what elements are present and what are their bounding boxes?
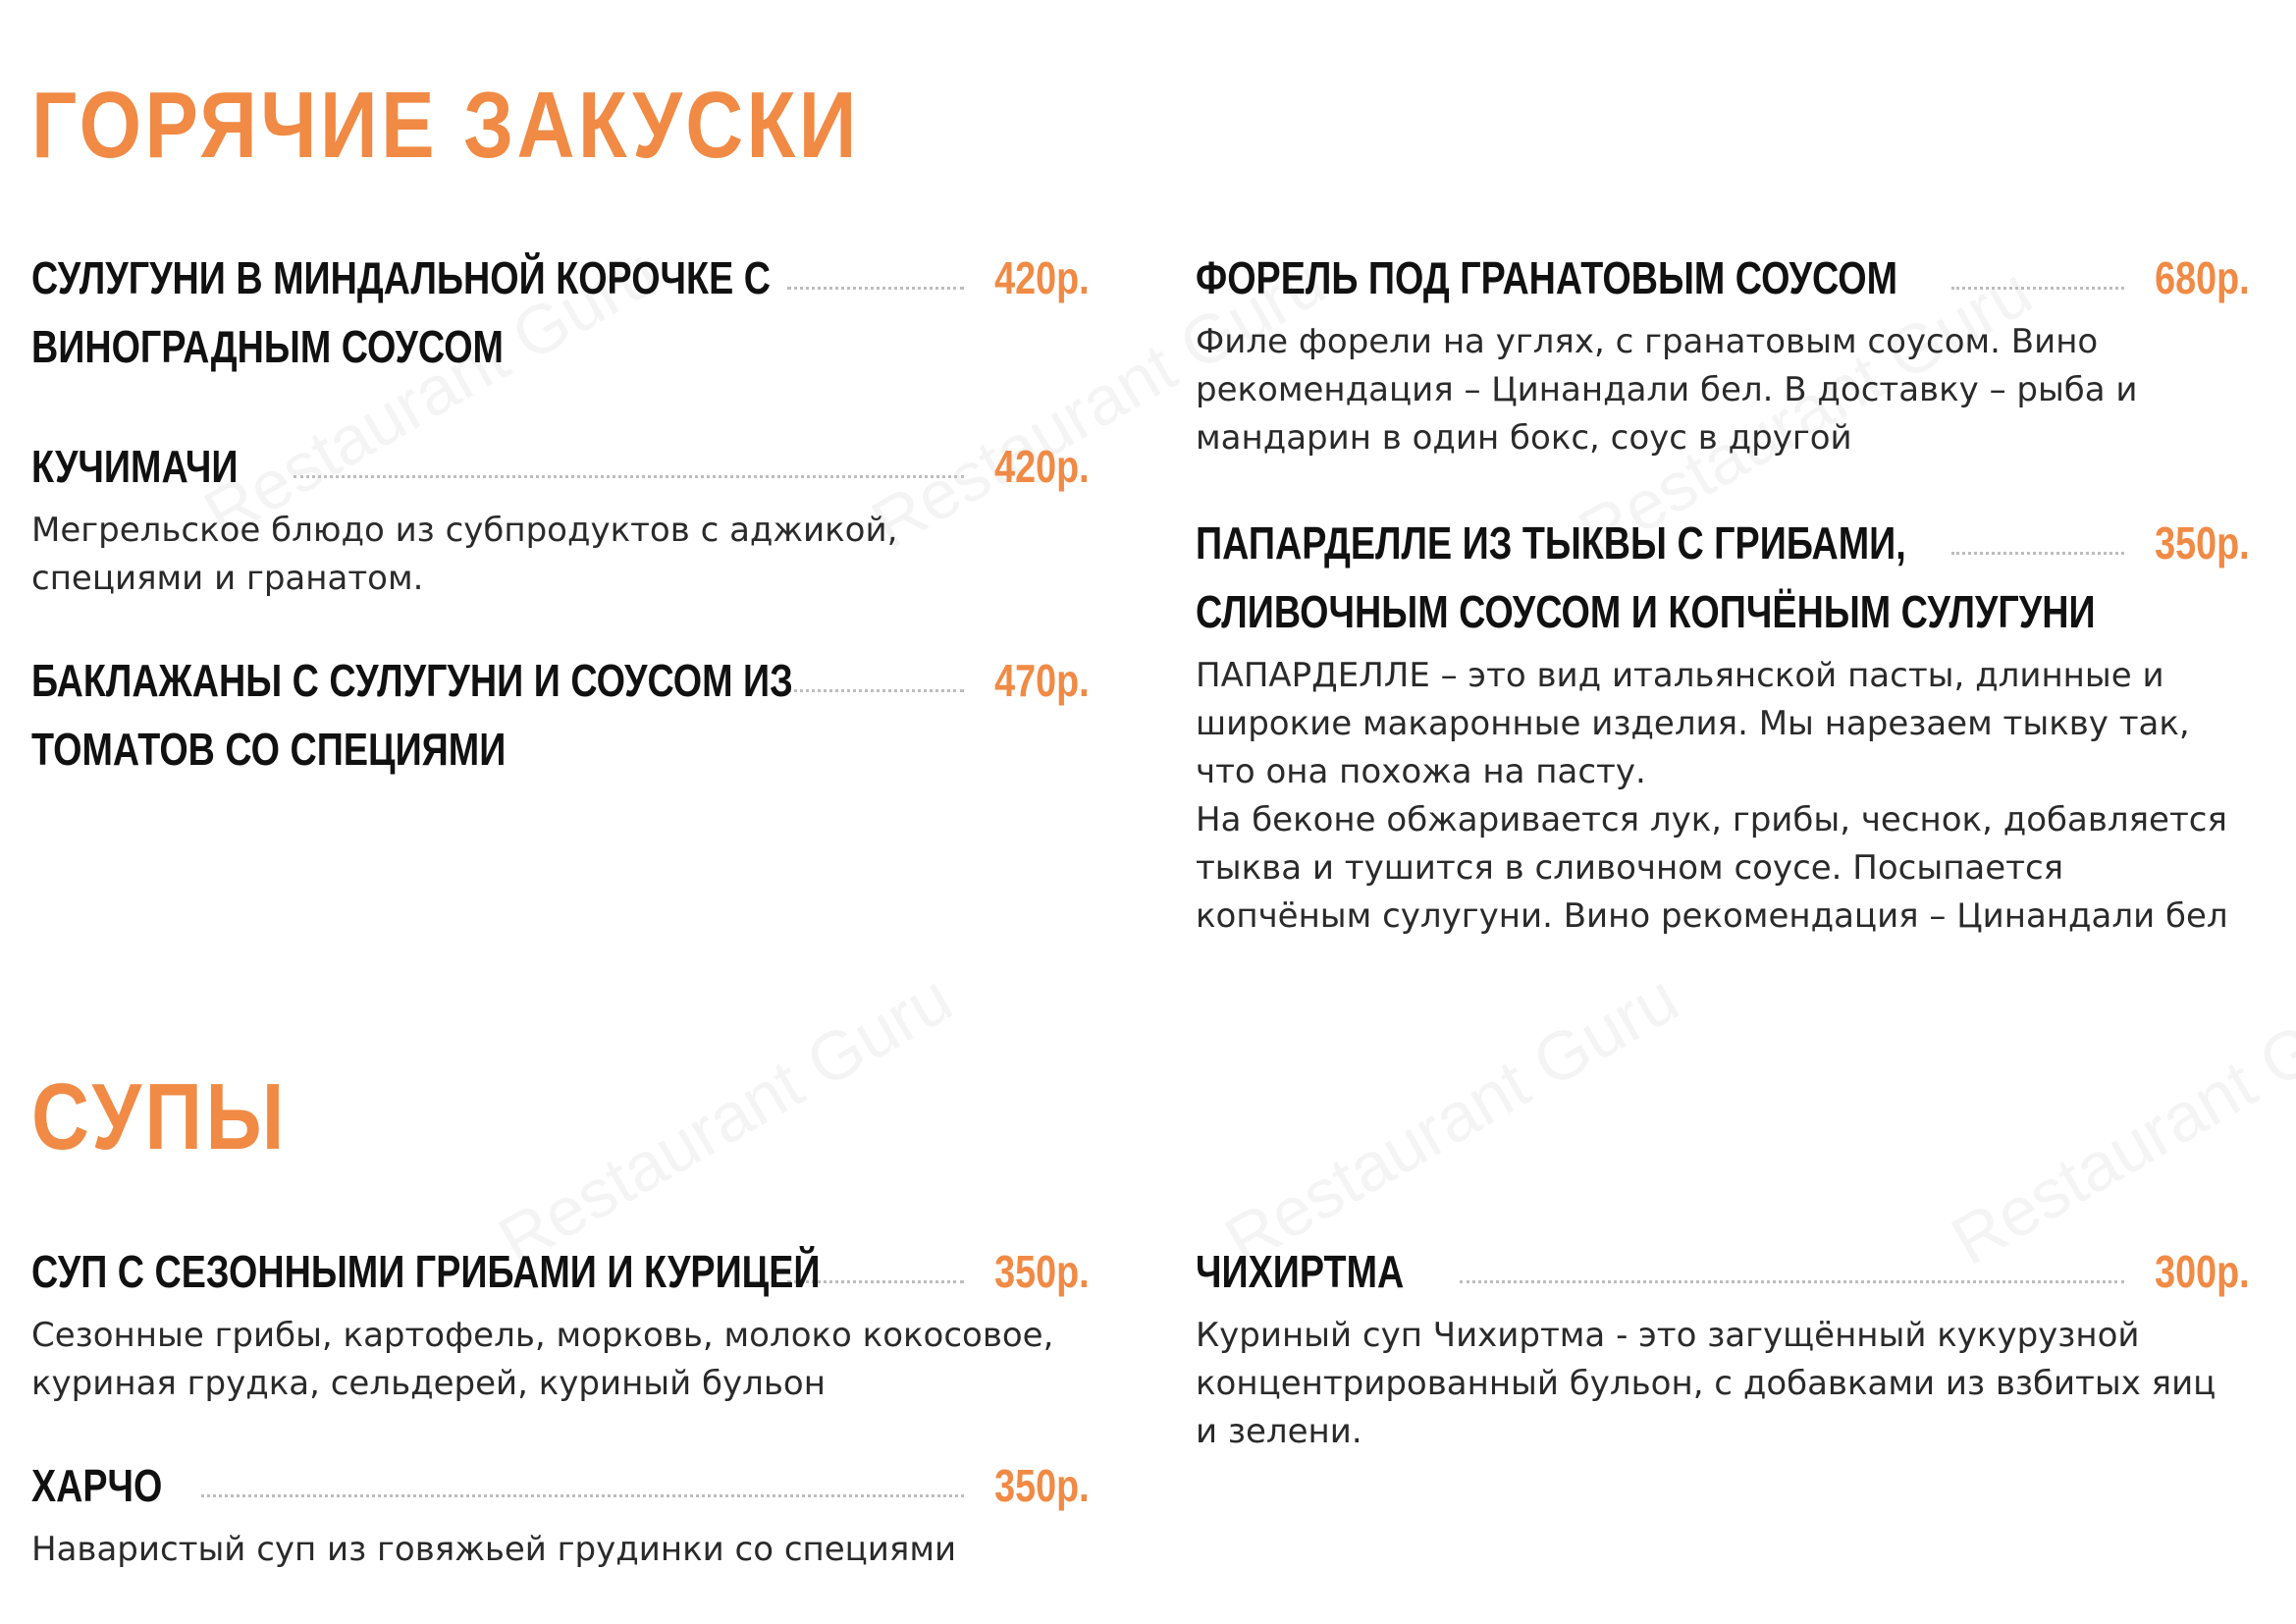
item-name: ПАПАРДЕЛЛЕ ИЗ ТЫКВЫ С ГРИБАМИ, xyxy=(1196,517,1906,568)
dotted-leader xyxy=(1951,509,2124,555)
item-description: Куриный суп Чихиртма - это загущённый кукурузной концентрированный бульон, с добавками из взбитых яиц и зелени. xyxy=(1196,1316,2216,1451)
item-name: СУП С СЕЗОННЫМИ ГРИБАМИ И КУРИЦЕЙ xyxy=(31,1246,821,1297)
dotted-leader xyxy=(1460,1237,2125,1283)
menu-item xyxy=(31,1237,1090,1408)
dotted-leader xyxy=(1951,244,2124,290)
section-title-soups: СУПЫ xyxy=(31,1064,288,1169)
item-description: Наваристый суп из говяжьей грудинки со специями xyxy=(31,1530,957,1569)
menu-item xyxy=(31,1451,1090,1574)
menu-item xyxy=(31,244,1090,381)
menu-item xyxy=(1196,509,2250,941)
item-name: ЧИХИРТМА xyxy=(1196,1246,1405,1297)
item-name: ФОРЕЛЬ ПОД ГРАНАТОВЫМ СОУСОМ xyxy=(1196,252,1898,303)
item-name: СУЛУГУНИ В МИНДАЛЬНОЙ КОРОЧКЕ С xyxy=(31,252,771,303)
item-price: 420р. xyxy=(994,252,1090,303)
menu-item xyxy=(31,432,1090,603)
menu-item xyxy=(31,646,1090,784)
item-name: БАКЛАЖАНЫ С СУЛУГУНИ И СОУСОМ ИЗ xyxy=(31,655,793,706)
dotted-leader xyxy=(787,646,964,692)
item-price: 350р. xyxy=(2155,517,2250,568)
item-description: Мегрельское блюдо из субпродуктов с аджикой, специями и гранатом. xyxy=(31,511,898,598)
item-price: 350р. xyxy=(994,1246,1090,1297)
item-price: 300р. xyxy=(2155,1246,2250,1297)
watermark xyxy=(1212,958,1691,1280)
item-name-line2: СЛИВОЧНЫМ СОУСОМ И КОПЧЁНЫМ СУЛУГУНИ xyxy=(1196,586,2096,637)
item-description-continued: На беконе обжаривается лук, грибы, чеснок, добавляется тыква и тушится в сливочном соусе. Посыпается копчёным сулугуни. Вино рекомендация – Цинандали бел xyxy=(1196,800,2228,936)
item-name: ХАРЧО xyxy=(31,1460,163,1511)
menu-item xyxy=(1196,244,2250,462)
dotted-leader xyxy=(201,1451,965,1497)
item-price: 470р. xyxy=(994,655,1090,706)
item-name-line2: ТОМАТОВ СО СПЕЦИЯМИ xyxy=(31,724,507,775)
item-description: Филе форели на углях, с гранатовым соусом. Вино рекомендация – Цинандали бел. В доставку – рыба и мандарин в один бокс, соус в другой xyxy=(1196,322,2138,458)
item-description: ПАПАРДЕЛЛЕ – это вид итальянской пасты, длинные и широкие макаронные изделия. Мы нарезаем тыкву так, что она похожа на пасту. xyxy=(1196,656,2190,791)
section-title-hot-appetizers: ГОРЯЧИЕ ЗАКУСКИ xyxy=(31,73,860,178)
item-description: Сезонные грибы, картофель, морковь, молоко кокосовое, куриная грудка, сельдерей, куриный бульон xyxy=(31,1316,1054,1403)
watermark xyxy=(1939,958,2296,1280)
watermark xyxy=(486,958,965,1280)
menu-item xyxy=(1196,1237,2250,1456)
item-name-line2: ВИНОГРАДНЫМ СОУСОМ xyxy=(31,321,504,372)
item-price: 680р. xyxy=(2155,252,2250,303)
item-name: КУЧИМАЧИ xyxy=(31,441,239,492)
item-price: 420р. xyxy=(994,441,1090,492)
dotted-leader xyxy=(294,432,965,478)
item-price: 350р. xyxy=(994,1460,1090,1511)
dotted-leader xyxy=(787,244,964,290)
